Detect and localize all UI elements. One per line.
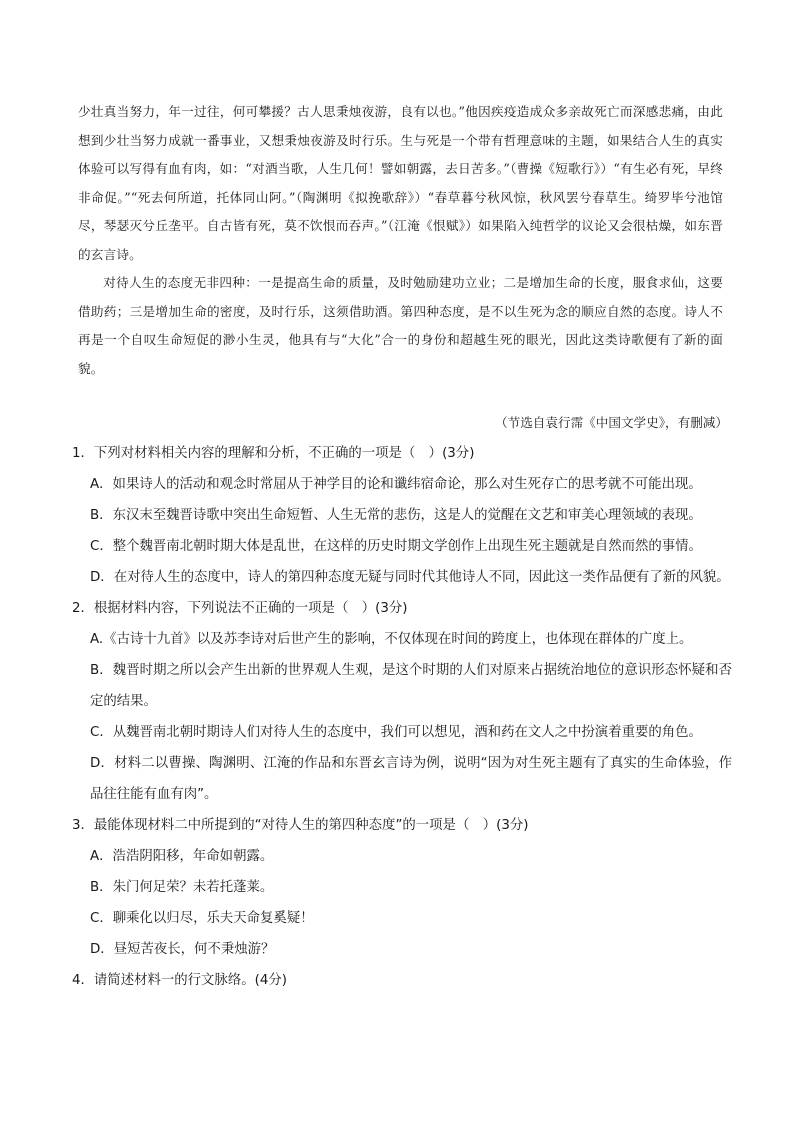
- reading-passage: [78, 98, 723, 383]
- option-a: A.《古诗十九首》以及苏李诗对后世产生的影响，不仅体现在时间的跨度上，也体现在群体的广度上。: [90, 632, 693, 647]
- question-3: [72, 810, 732, 965]
- option-c: C．从魏晋南北朝时期诗人们对待人生的态度中，我们可以想见，酒和药在文人之中扮演着重要的角色。: [90, 725, 702, 740]
- option-b: B．朱门何足荣？未若托蓬莱。: [90, 880, 274, 895]
- question-stem: 3．最能体现材料二中所提到的“对待人生的第四种态度”的一项是（ ）(3分): [72, 818, 529, 833]
- question-stem: 2．根据材料内容，下列说法不正确的一项是（ ）(3分): [72, 601, 408, 616]
- question-stem: 1．下列对材料相关内容的理解和分析，不正确的一项是（ ）(3分): [72, 446, 475, 461]
- option-d: D．材料二以曹操、陶渊明、江淹的作品和东晋玄言诗为例，说明“因为对生死主题有了真实的生命体验，作品往往能有血有肉”。: [90, 756, 732, 802]
- option-a: A．如果诗人的活动和观念时常屈从于神学目的论和谶纬宿命论，那么对生死存亡的思考就不可能出现。: [90, 477, 702, 492]
- passage-source: （节选自袁行霈《中国文学史》，有删减）: [495, 415, 728, 430]
- option-a: A．浩浩阴阳移，年命如朝露。: [90, 849, 274, 864]
- question-1: [72, 438, 732, 593]
- option-b: B．东汉末至魏晋诗歌中突出生命短暂、人生无常的悲伤，这是人的觉醒在文艺和审美心理领域的表现。: [90, 508, 702, 523]
- option-c: C．整个魏晋南北朝时期大体是乱世，在这样的历史时期文学创作上出现生死主题就是自然而然的事情。: [90, 539, 702, 554]
- question-4: [72, 965, 732, 996]
- passage-paragraph-1: 少壮真当努力，年一过往，何可攀援？古人思秉烛夜游，良有以也。”他因疾疫造成众多亲故死亡而深感悲痛，由此想到少壮当努力成就一番事业，又想秉烛夜游及时行乐。生与死是一个带有哲理意味的主题，如果结合人生的真实体验可以写得有血有肉，如：“对酒当歌，人生几何！譬如朝露，去日苦多。”（曹操《短歌行》）“有生必有死，早终非命促。”“死去何所道，托体同山阿。”（陶渊明《拟挽歌辞》）“春草暮兮秋风惊，秋风罢兮春草生。绮罗毕兮池馆尽，琴瑟灭兮丘垄平。自古皆有死，莫不饮恨而吞声。”（江淹《恨赋》）如果陷入纯哲学的议论又会很枯燥，如东晋的玄言诗。: [78, 104, 723, 262]
- option-d: D．昼短苦夜长，何不秉烛游？: [90, 942, 275, 957]
- question-2: [72, 593, 732, 810]
- option-c: C．聊乘化以归尽，乐夫天命复奚疑！: [90, 911, 314, 926]
- question-list: [72, 438, 732, 996]
- passage-paragraph-2: 对待人生的态度无非四种：一是提高生命的质量，及时勉励建功立业；二是增加生命的长度，服食求仙，这要借助药；三是增加生命的密度，及时行乐，这须借助酒。第四种态度，是不以生死为念的顺应自然的态度。诗人不再是一个自叹生命短促的渺小生灵，他具有与“大化”合一的身份和超越生死的眼光，因此这类诗歌便有了新的面貌。: [78, 275, 723, 376]
- option-b: B．魏晋时期之所以会产生出新的世界观人生观，是这个时期的人们对原来占据统治地位的意识形态怀疑和否定的结果。: [90, 663, 732, 709]
- question-stem: 4．请简述材料一的行文脉络。(4分): [72, 973, 287, 988]
- option-d: D．在对待人生的态度中，诗人的第四种态度无疑与同时代其他诗人不同，因此这一类作品便有了新的风貌。: [90, 570, 730, 585]
